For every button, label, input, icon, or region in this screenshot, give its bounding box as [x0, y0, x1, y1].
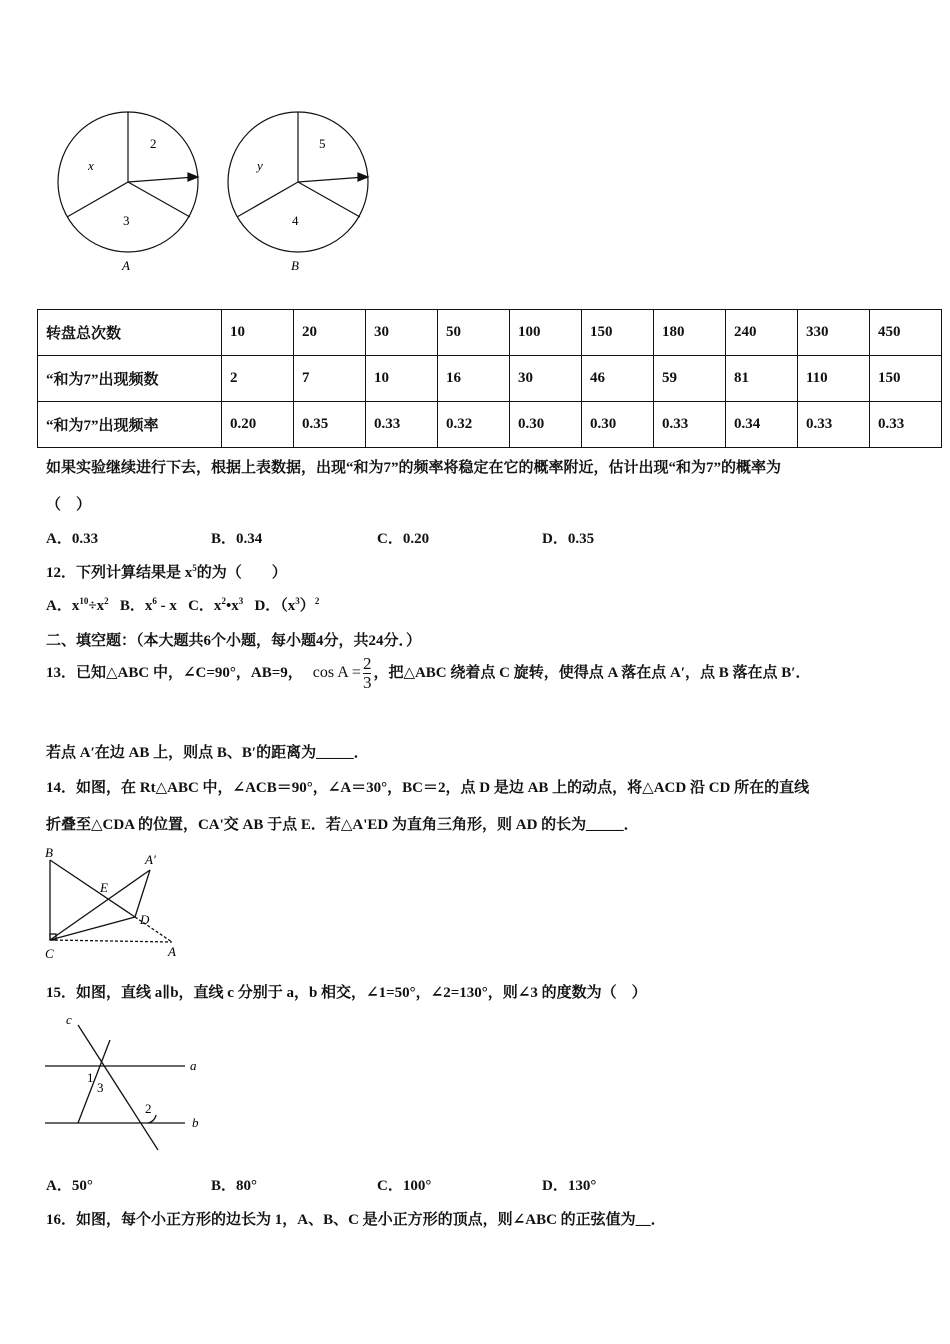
angle-label: 2	[145, 1101, 152, 1116]
table-cell: 0.32	[438, 402, 510, 448]
q12-option-c: C．$x^2•x^3$	[188, 596, 244, 614]
spinner-a-label: A	[122, 258, 130, 273]
table-cell: 7	[294, 356, 366, 402]
table-cell: 110	[798, 356, 870, 402]
row-header: 转盘总次数	[38, 310, 222, 356]
table-cell: 450	[870, 310, 942, 356]
table-cell: 81	[726, 356, 798, 402]
spinner-a	[58, 112, 198, 252]
table-cell: 10	[366, 356, 438, 402]
table-cell: 0.33	[870, 402, 942, 448]
angle-label: 1	[87, 1070, 94, 1085]
point-label: A	[168, 944, 176, 959]
q11-paren: （ ）	[46, 497, 92, 513]
q12-text-b: 的为（ ）	[196, 565, 287, 581]
table-cell: 0.33	[366, 402, 438, 448]
table-cell: 100	[510, 310, 582, 356]
frequency-table	[37, 309, 942, 448]
line-label: a	[190, 1058, 197, 1073]
table-cell: 0.34	[726, 402, 798, 448]
q11-option-d: D．0.35	[542, 531, 595, 547]
q12-options	[46, 594, 319, 615]
q14-line2: 折叠至△CDA 的位置，CA'交 AB 于点 E．若△A'ED 为直角三角形，则 AD 的长为_____．	[46, 817, 639, 833]
q12-option-d: D．$(x^3)^2$	[254, 596, 320, 614]
q12-option-b: B．$x^6$ - x	[119, 596, 177, 614]
table-cell: 180	[654, 310, 726, 356]
table-cell: 150	[870, 356, 942, 402]
q15-option-a: A．50°	[46, 1178, 93, 1194]
table-row	[38, 310, 942, 356]
table-cell: 0.30	[510, 402, 582, 448]
table-cell: 0.33	[654, 402, 726, 448]
q14-line1: 14．如图，在 Rt△ABC 中，∠ACB＝90°，∠A＝30°，BC＝2，点 D 是边 AB 上的动点，将△ACD 沿 CD 所在的直线	[46, 780, 810, 796]
table-cell: 30	[366, 310, 438, 356]
sector-label: x	[88, 158, 94, 173]
q11-option-c: C．0.20	[377, 531, 430, 547]
table-cell: 30	[510, 356, 582, 402]
table-cell: 0.30	[582, 402, 654, 448]
q15-text: 15．如图，直线 a∥b，直线 c 分别于 a，b 相交，∠1=50°，∠2=130°，则∠3 的度数为（ ）	[46, 985, 647, 1001]
table-cell: 0.33	[798, 402, 870, 448]
table-cell: 10	[222, 310, 294, 356]
spinner-b	[228, 112, 368, 252]
spinner-b-label: B	[291, 258, 299, 273]
line-label: c	[66, 1012, 72, 1027]
angle-label: 3	[97, 1080, 104, 1095]
exponent: 5	[192, 563, 197, 573]
row-header: “和为7”出现频率	[38, 402, 222, 448]
table-cell: 50	[438, 310, 510, 356]
sector-label: 2	[150, 136, 157, 151]
cos-expression: cos A =	[312, 663, 361, 681]
q13-line2: 若点 A′在边 AB 上，则点 B、B′的距离为_____．	[46, 745, 369, 761]
q14-figure	[40, 842, 190, 964]
table-cell: 59	[654, 356, 726, 402]
q11-option-b: B．0.34	[211, 531, 263, 547]
table-row	[38, 356, 942, 402]
table-row	[38, 402, 942, 448]
table-cell: 2	[222, 356, 294, 402]
sector-label: y	[257, 158, 263, 173]
q12-text-a: 12．下列计算结果是 x	[46, 565, 193, 581]
q13-text-b: ，把△ABC 绕着点 C 旋转，使得点 A 落在点 A′，点 B 落在点 B′．	[373, 664, 811, 681]
sector-label: 4	[292, 213, 299, 228]
sector-label: 3	[123, 213, 130, 228]
point-label: B	[45, 845, 53, 860]
table-cell: 240	[726, 310, 798, 356]
q15-option-b: B．80°	[211, 1178, 258, 1194]
point-label: D	[140, 912, 150, 927]
q13-text	[46, 655, 811, 692]
q13-text-a: 13．已知△ABC 中，∠C=90°，AB=9，	[46, 664, 303, 681]
point-label: C	[45, 946, 54, 961]
q16-text: 16．如图，每个小正方形的边长为 1，A、B、C 是小正方形的顶点，则∠ABC 的正弦值为__．	[46, 1212, 666, 1228]
fraction: $\frac{2}{3}$	[362, 654, 372, 692]
table-cell: 20	[294, 310, 366, 356]
q12-option-a: A．$x^{10}\div x^2$	[46, 596, 109, 614]
row-header: “和为7”出现频数	[38, 356, 222, 402]
point-label: A′	[145, 852, 156, 867]
q15-option-d: D．130°	[542, 1178, 597, 1194]
table-cell: 46	[582, 356, 654, 402]
q11-text: 如果实验继续进行下去，根据上表数据，出现“和为7”的频率将稳定在它的概率附近，估计出现“和为7”的概率为	[46, 460, 782, 476]
table-cell: 16	[438, 356, 510, 402]
line-label: b	[192, 1115, 199, 1130]
table-cell: 150	[582, 310, 654, 356]
table-cell: 0.20	[222, 402, 294, 448]
q15-option-c: C．100°	[377, 1178, 432, 1194]
spinner-figures	[40, 100, 390, 280]
q12-text	[46, 561, 287, 582]
table-cell: 330	[798, 310, 870, 356]
sector-label: 5	[319, 136, 326, 151]
q11-option-a: A．0.33	[46, 531, 99, 547]
q15-figure	[40, 1010, 210, 1155]
table-cell: 0.35	[294, 402, 366, 448]
point-label: E	[100, 880, 108, 895]
section-heading: 二、填空题：（本大题共6个小题，每小题4分，共24分．）	[46, 633, 422, 649]
